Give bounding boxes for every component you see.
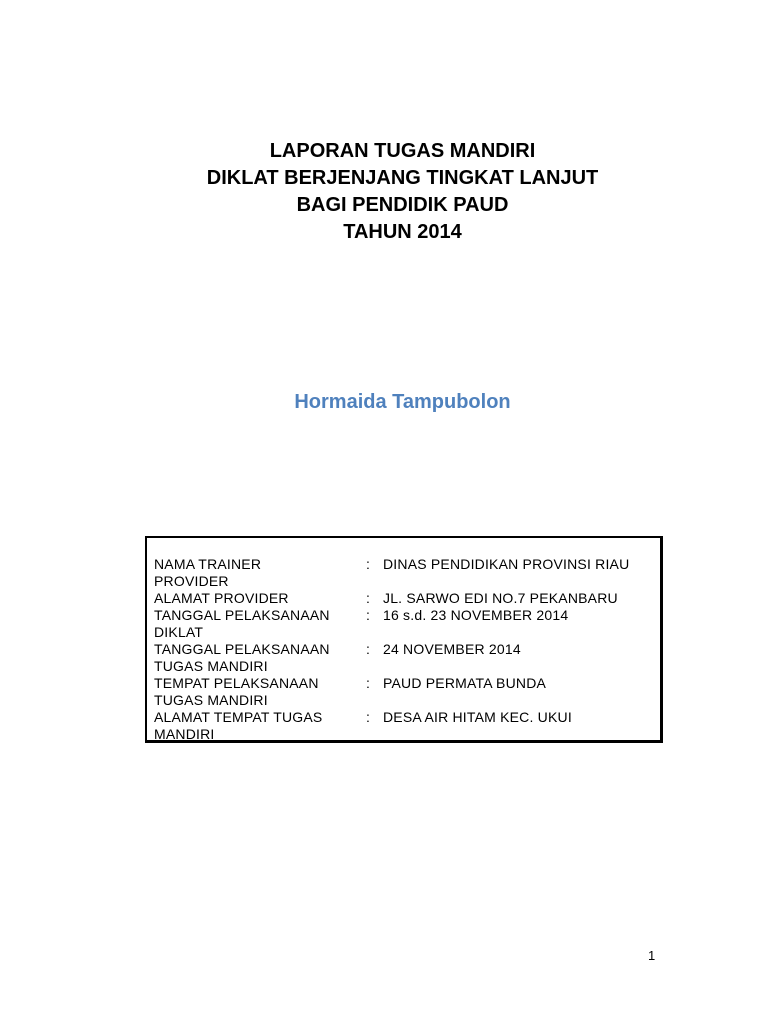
report-title [0, 138, 768, 246]
info-separator: : [366, 556, 371, 572]
info-table [154, 556, 663, 743]
info-value: DESA AIR HITAM KEC. UKUI [383, 709, 572, 725]
info-row-assignment-date [154, 641, 663, 675]
info-value: 24 NOVEMBER 2014 [383, 641, 521, 657]
info-row-trainer-provider [154, 556, 663, 590]
info-separator: : [366, 641, 371, 657]
title-line-4: TAHUN 2014 [343, 221, 462, 243]
info-row-provider-address [154, 590, 663, 607]
info-row-assignment-place [154, 675, 663, 709]
info-value: PAUD PERMATA BUNDA [383, 675, 547, 691]
info-label: TANGGAL PELAKSANAAN DIKLAT [154, 607, 330, 640]
info-label: ALAMAT TEMPAT TUGAS MANDIRI [154, 709, 323, 742]
info-separator: : [366, 675, 371, 691]
info-value: JL. SARWO EDI NO.7 PEKANBARU [383, 590, 618, 606]
info-label: ALAMAT PROVIDER [154, 590, 289, 606]
info-label: TEMPAT PELAKSANAAN TUGAS MANDIRI [154, 675, 319, 708]
info-value: DINAS PENDIDIKAN PROVINSI RIAU [383, 556, 630, 572]
title-line-1: LAPORAN TUGAS MANDIRI [269, 140, 536, 162]
info-value: 16 s.d. 23 NOVEMBER 2014 [383, 607, 569, 623]
author-name: Hormaida Tampubolon [294, 391, 511, 413]
title-line-2: DIKLAT BERJENJANG TINGKAT LANJUT [206, 167, 599, 189]
info-row-assignment-address [154, 709, 663, 743]
info-separator: : [366, 709, 371, 725]
info-label: NAMA TRAINER PROVIDER [154, 556, 262, 589]
info-label: TANGGAL PELAKSANAAN TUGAS MANDIRI [154, 641, 330, 674]
info-separator: : [366, 590, 371, 606]
page-number: 1 [648, 948, 656, 963]
info-separator: : [366, 607, 371, 623]
info-box [145, 536, 663, 743]
title-line-3: BAGI PENDIDIK PAUD [296, 194, 509, 216]
info-row-training-date [154, 607, 663, 641]
